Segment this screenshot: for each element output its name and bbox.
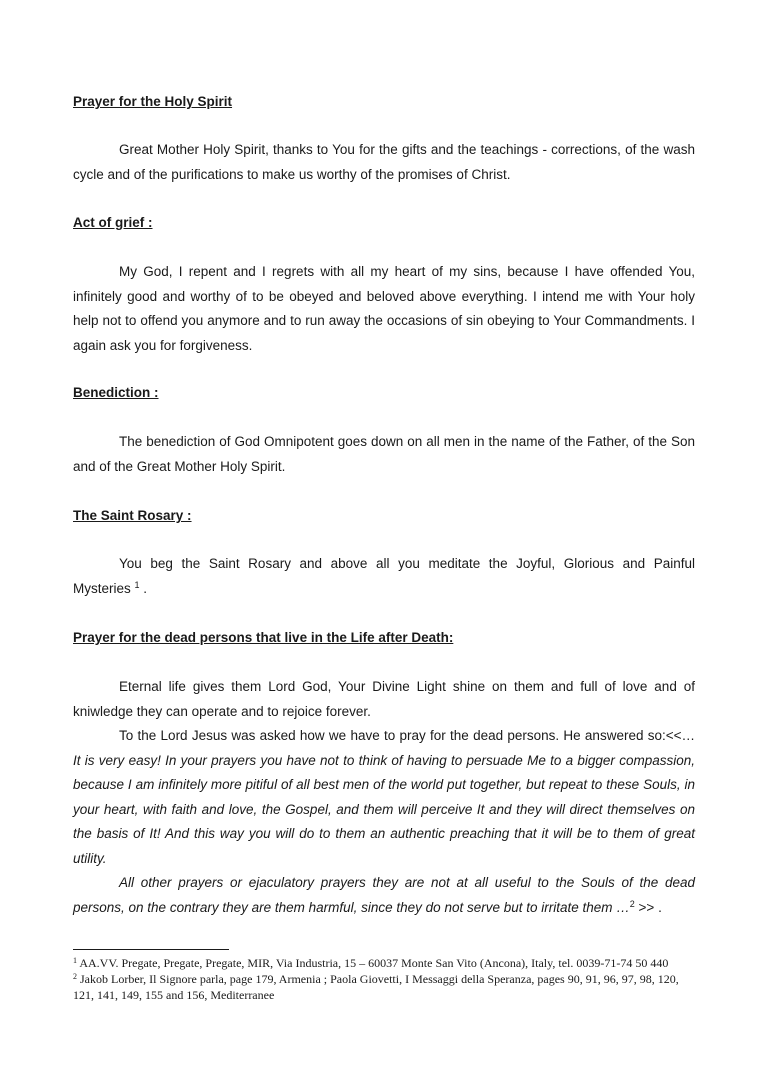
paragraph: [73, 138, 695, 187]
quote-text: All other prayers or ejaculatory prayers they are not at all useful to the Souls of the dead persons, on the contrary they are them harmful, since they do not serve but to irritate them …: [73, 875, 695, 915]
section-dead: [73, 626, 695, 651]
section-heading: The Saint Rosary :: [73, 508, 192, 523]
footnote-divider: [73, 949, 229, 950]
paragraph-text: The benediction of God Omnipotent goes down on all men in the name of the Father, of the Son and of the Great Mother Holy Spirit.: [73, 434, 695, 474]
paragraph: [73, 552, 695, 601]
paragraph-text: Great Mother Holy Spirit, thanks to You for the gifts and the teachings - corrections, of the wash cycle and of the purifications to make us worthy of the promises of Christ.: [73, 142, 695, 182]
section-heading: Prayer for the Holy Spirit: [73, 94, 233, 109]
paragraph: [73, 430, 695, 479]
footnote-ref[interactable]: 2: [629, 898, 635, 909]
section-rosary: [73, 504, 695, 529]
section-grief: [73, 211, 695, 236]
paragraph-text: All other prayers or ejaculatory prayers they are not at all useful to the Souls of the dead persons, on the contrary they are them harmful, since they do not serve but to irritate them …$^2$ >> .: [73, 875, 695, 915]
paragraph-text: Eternal life gives them Lord God, Your Divine Light shine on them and full of love and of kniwledge they can operate and to rejoice forever.: [73, 679, 695, 719]
paragraph: [73, 260, 695, 358]
section-heading: Prayer for the dead persons that live in the Life after Death:: [73, 630, 454, 645]
paragraph-text: To the Lord Jesus was asked how we have to pray for the dead persons. He answered so:<<… It is very easy! In your prayers you have not to think of having to persuade Me to a bigger compassion, because I am infinitely more pitiful of all best men of the world put together, but repeat to these Souls, in your heart, with faith and love, the Gospel, and them will perceive It and they will direct themselves on the basis of It! And this way you will do to them an authentic preaching that it will be to them of great utility.: [73, 728, 695, 866]
paragraph-text: My God, I repent and I regrets with all my heart of my sins, because I have offended You, infinitely good and worthy of to be obeyed and beloved above everything. I intend me with Your holy help not to offend you anymore and to run away the occasions of sin obeying to Your Commandments. I again ask you for forgiveness.: [73, 264, 695, 353]
section-heading: Act of grief :: [73, 215, 153, 230]
section-holy-spirit: [73, 90, 695, 115]
footnote-ref[interactable]: 1: [134, 579, 140, 590]
section-heading: Benediction :: [73, 385, 159, 400]
paragraph-text: You beg the Saint Rosary and above all you meditate the Joyful, Glorious and Painful Mysteries $^1$ .: [73, 556, 695, 596]
footnote: $^1$ AA.VV. Pregate, Pregate, Pregate, MIR, Via Industria, 15 – 60037 Monte San Vito (Ancona), Italy, tel. 0039-71-74 50 440: [73, 956, 669, 970]
paragraph: [73, 675, 695, 920]
footnotes: [73, 955, 695, 1003]
section-benediction: [73, 381, 695, 406]
footnote: $^2$ Jakob Lorber, Il Signore parla, page 179, Armenia ; Paola Giovetti, I Messaggi della Speranza, pages 90, 91, 96, 97, 98, 120, 121, 141, 149, 155 and 156, Mediterranee: [73, 972, 679, 1002]
quote-text: It is very easy! In your prayers you have not to think of having to persuade Me to a bigger compassion, because I am infinitely more pitiful of all best men of the world put together, but repeat to these Souls, in your heart, with faith and love, the Gospel, and them will perceive It and they will direct themselves on the basis of It! And this way you will do to them an authentic preaching that it will be to them of great utility.: [73, 752, 695, 866]
